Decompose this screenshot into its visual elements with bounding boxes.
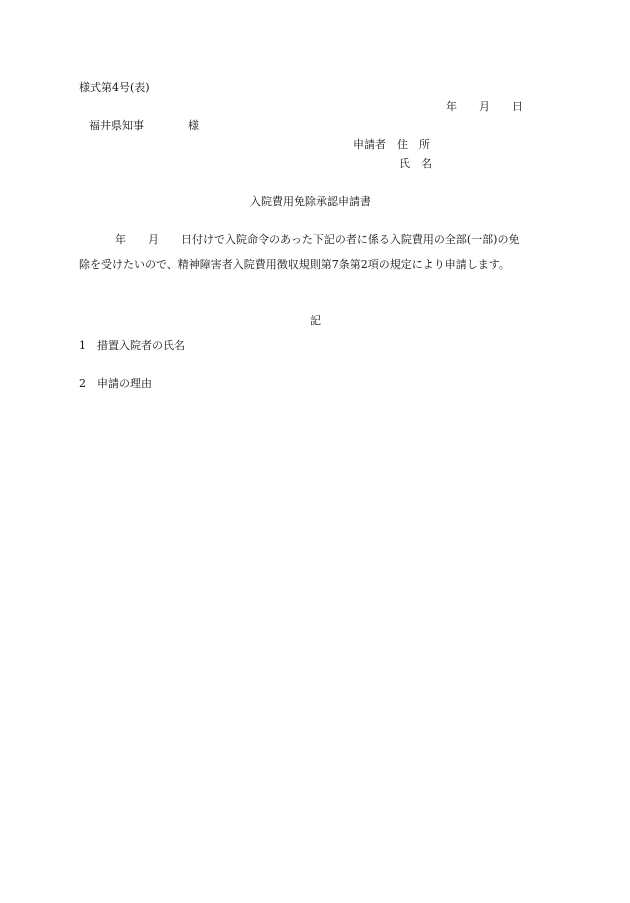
applicant-address-label: 申請者 住 所: [353, 138, 430, 151]
body-text-line-2: 除を受けたいので、精神障害者入院費用徴収規則第7条第2項の規定により申請します。: [79, 258, 510, 271]
applicant-name-label: 氏 名: [399, 157, 432, 170]
document-title: 入院費用免除承認申請書: [250, 195, 371, 208]
addressee: 福井県知事 様: [89, 119, 199, 132]
item-2-reason: 2 申請の理由: [79, 377, 152, 390]
body-text-line-1: 年 月 日付けで入院命令のあった下記の者に係る入院費用の全部(一部)の免: [115, 233, 520, 246]
date-line: 年 月 日: [446, 100, 523, 113]
ki-heading: 記: [310, 314, 321, 327]
form-number: 様式第4号(表): [79, 81, 150, 94]
item-1-patient-name: 1 措置入院者の氏名: [79, 339, 185, 352]
